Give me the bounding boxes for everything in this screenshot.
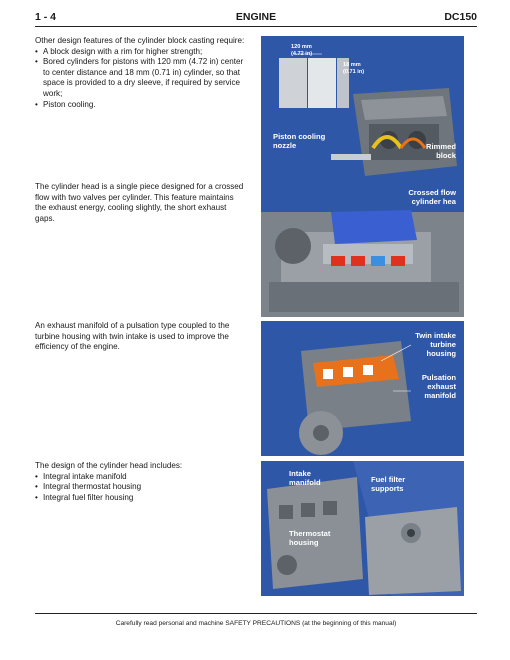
caption-piston-cooling-nozzle: Piston cooling nozzle [273, 132, 326, 150]
caption-intake-manifold: Intake manifold [289, 469, 321, 487]
footer-safety-note: Carefully read personal and machine SAFETY PRECAUTIONS (at the beginning of this manual) [115, 620, 397, 627]
list-item: • Integral intake manifold [35, 472, 245, 483]
dimension-label-wall: 18 mm (0.71 in) [343, 62, 365, 75]
footer-divider [35, 613, 477, 614]
list-item: • Integral thermostat housing [35, 482, 245, 493]
bullet-list [35, 47, 245, 111]
caption-fuel-filter-supports: Fuel filter supports [371, 475, 406, 493]
paragraph: The cylinder head is a single piece designed for a crossed flow with two valves per cylinder. This feature maintains the exhaust energy, cooling slightly, the short exhaust gaps. [35, 182, 244, 223]
exhaust-manifold-text [35, 321, 245, 353]
paragraph: The design of the cylinder head includes: [35, 461, 183, 470]
list-item: • Bored cylinders for pistons with 120 mm (4.72 in) center to center distance and 18 mm (0.71 in) cylinder, so that space is provided to a dry sleeve, if required by service work; [35, 57, 245, 99]
caption-crossed-flow: Crossed flow cylinder hea [408, 188, 456, 206]
cylinder-head-design-text [35, 461, 245, 503]
page-number: 1 - 4 [35, 11, 57, 23]
cylinder-block-illustration [261, 36, 464, 188]
cylinder-block-text [35, 36, 245, 110]
caption-thermostat-housing: Thermostat housing [289, 529, 331, 547]
dimension-label-bore: 120 mm (4.72 in) [291, 44, 313, 57]
page-header [35, 8, 477, 27]
list-item: • Integral fuel filter housing [35, 493, 245, 504]
exhaust-manifold-figure [261, 321, 464, 456]
list-item: • A block design with a rim for higher strength; [35, 47, 245, 58]
caption-twin-intake: Twin intake turbine housing [415, 331, 456, 358]
cylinder-head-design-figure [261, 461, 464, 596]
model-name: DC150 [444, 11, 477, 23]
bullet-list [35, 472, 245, 504]
paragraph: Other design features of the cylinder block casting require: [35, 36, 245, 45]
paragraph: An exhaust manifold of a pulsation type coupled to the turbine housing with twin intake is used to improve the efficiency of the engine. [35, 321, 230, 352]
cylinder-block-figure [261, 36, 464, 188]
cylinder-head-text [35, 182, 245, 224]
caption-pulsation-manifold: Pulsation exhaust manifold [421, 373, 456, 400]
crossed-flow-figure [261, 182, 464, 317]
list-item: • Piston cooling. [35, 100, 245, 111]
section-title: ENGINE [235, 11, 277, 23]
caption-rimmed-block: Rimmed block [426, 142, 456, 160]
